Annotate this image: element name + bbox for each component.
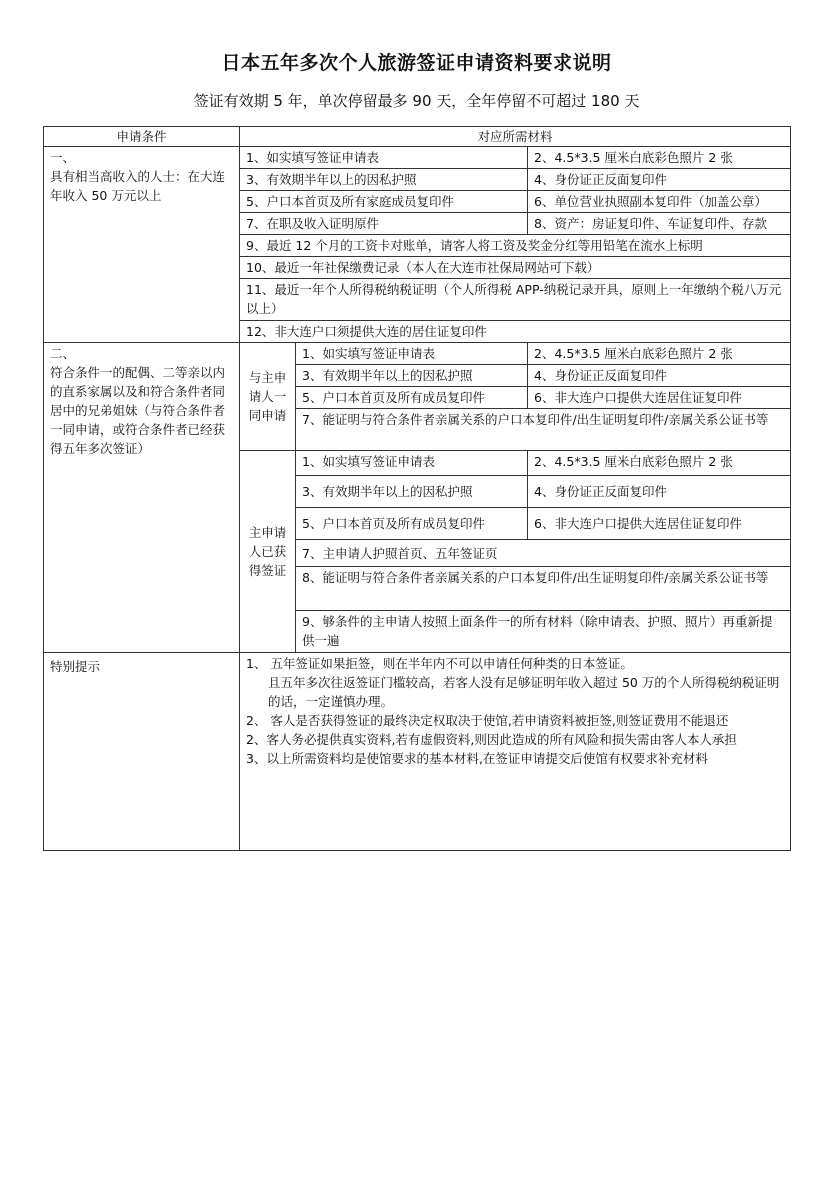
section1-condition bbox=[44, 147, 240, 343]
b-item-3: 3、有效期半年以上的因私护照 bbox=[296, 476, 528, 508]
a-item-1: 1、如实填写签证申请表 bbox=[296, 343, 528, 365]
table-row bbox=[44, 147, 791, 169]
section1-text: 具有相当高收入的人士：在大连年收入 50 万元以上 bbox=[50, 169, 226, 203]
a-item-2: 2、4.5*3.5 厘米白底彩色照片 2 张 bbox=[528, 343, 791, 365]
document-title: 日本五年多次个人旅游签证申请资料要求说明 bbox=[221, 52, 612, 74]
s1-item-3: 3、有效期半年以上的因私护照 bbox=[240, 169, 528, 191]
b-item-6: 6、非大连户口提供大连居住证复印件 bbox=[528, 508, 791, 540]
a-item-5: 5、户口本首页及所有成员复印件 bbox=[296, 387, 528, 409]
s1-item-12: 12、非大连户口须提供大连的居住证复印件 bbox=[240, 321, 791, 343]
header-condition: 申请条件 bbox=[44, 127, 240, 147]
b-item-4: 4、身份证正反面复印件 bbox=[528, 476, 791, 508]
table-row bbox=[44, 343, 791, 365]
s1-item-6: 6、单位营业执照副本复印件（加盖公章） bbox=[528, 191, 791, 213]
table-header-row bbox=[44, 127, 791, 147]
section3-condition: 特别提示 bbox=[44, 653, 240, 851]
s1-item-2: 2、4.5*3.5 厘米白底彩色照片 2 张 bbox=[528, 147, 791, 169]
section2-text: 符合条件一的配偶、二等亲以内的直系家属以及和符合条件者同居中的兄弟姐妹（与符合条件者一同申请，或符合条件者已经获得五年多次签证） bbox=[50, 365, 226, 456]
a-item-3: 3、有效期半年以上的因私护照 bbox=[296, 365, 528, 387]
s1-item-5: 5、户口本首页及所有家庭成员复印件 bbox=[240, 191, 528, 213]
section2-number: 二、 bbox=[50, 346, 76, 361]
header-materials: 对应所需材料 bbox=[240, 127, 791, 147]
section1-number: 一、 bbox=[50, 150, 76, 165]
s1-item-8: 8、资产：房证复印件、车证复印件、存款 bbox=[528, 213, 791, 235]
s1-item-11: 11、最近一年个人所得税纳税证明（个人所得税 APP-纳税记录开具，原则上一年缴纳个税八万元以上） bbox=[240, 279, 791, 321]
section2-condition bbox=[44, 343, 240, 653]
a-item-7: 7、能证明与符合条件者亲属关系的户口本复印件/出生证明复印件/亲属关系公证书等 bbox=[296, 409, 791, 451]
s1-item-1: 1、如实填写签证申请表 bbox=[240, 147, 528, 169]
note-1: 1、 五年签证如果拒签，则在半年内不可以申请任何种类的日本签证。 bbox=[246, 656, 633, 671]
note-3: 2、客人务必提供真实资料,若有虚假资料,则因此造成的所有风险和损失需由客人本人承担 bbox=[246, 732, 737, 747]
group-b-label: 主申请人已获得签证 bbox=[240, 451, 296, 653]
b-item-8: 8、能证明与符合条件者亲属关系的户口本复印件/出生证明复印件/亲属关系公证书等 bbox=[296, 567, 791, 611]
s1-item-10: 10、最近一年社保缴费记录（本人在大连市社保局网站可下载） bbox=[240, 257, 791, 279]
b-item-9: 9、够条件的主申请人按照上面条件一的所有材料（除申请表、护照、照片）再重新提供一遍 bbox=[296, 611, 791, 653]
a-item-6: 6、非大连户口提供大连居住证复印件 bbox=[528, 387, 791, 409]
table-row bbox=[44, 653, 791, 851]
special-notes bbox=[240, 653, 791, 851]
b-item-2: 2、4.5*3.5 厘米白底彩色照片 2 张 bbox=[528, 451, 791, 476]
s1-item-4: 4、身份证正反面复印件 bbox=[528, 169, 791, 191]
s1-item-9: 9、最近 12 个月的工资卡对账单，请客人将工资及奖金分红等用铅笔在流水上标明 bbox=[240, 235, 791, 257]
b-item-7: 7、主申请人护照首页、五年签证页 bbox=[296, 540, 791, 567]
note-1-detail: 且五年多次往返签证门槛较高，若客人没有足够证明年收入超过 50 万的个人所得税纳税证明的话，一定谨慎办理。 bbox=[268, 675, 780, 709]
group-a-label: 与主申请人一同申请 bbox=[240, 343, 296, 451]
requirements-table bbox=[43, 126, 791, 851]
note-4: 3、以上所需资料均是使馆要求的基本材料,在签证申请提交后使馆有权要求补充材料 bbox=[246, 751, 708, 766]
a-item-4: 4、身份证正反面复印件 bbox=[528, 365, 791, 387]
document-subtitle: 签证有效期 5 年，单次停留最多 90 天，全年停留不可超过 180 天 bbox=[193, 92, 640, 110]
b-item-1: 1、如实填写签证申请表 bbox=[296, 451, 528, 476]
s1-item-7: 7、在职及收入证明原件 bbox=[240, 213, 528, 235]
note-2: 2、 客人是否获得签证的最终决定权取决于使馆,若申请资料被拒签,则签证费用不能退还 bbox=[246, 713, 729, 728]
b-item-5: 5、户口本首页及所有成员复印件 bbox=[296, 508, 528, 540]
